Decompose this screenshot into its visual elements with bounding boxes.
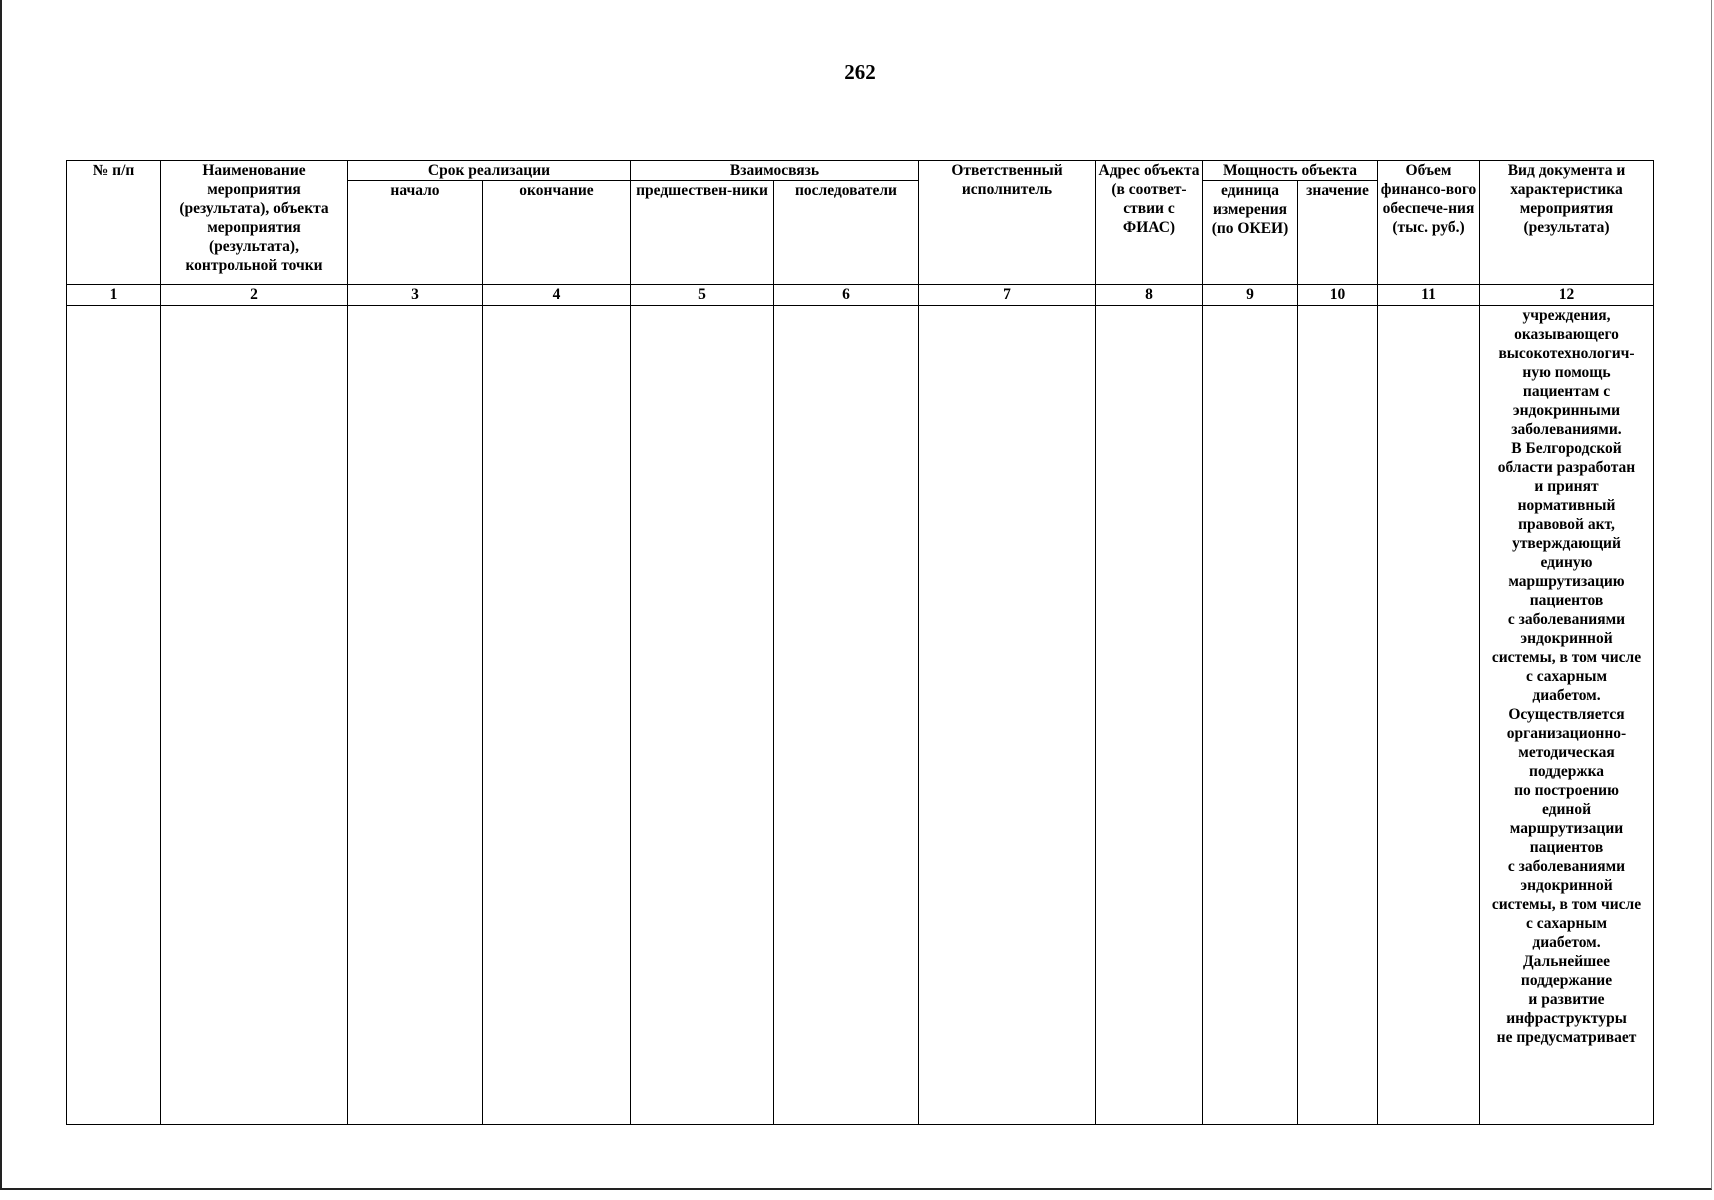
cell-value xyxy=(1298,306,1378,1125)
header-successors: последователи xyxy=(774,181,919,285)
column-number: 5 xyxy=(631,285,774,306)
description-line: Дальнейшее xyxy=(1522,953,1611,970)
description-line: Осуществляется xyxy=(1508,706,1625,723)
description-line: маршрутизации xyxy=(1509,820,1624,837)
description-line: ную помощь xyxy=(1522,364,1611,381)
cell-executor xyxy=(919,306,1096,1125)
header-start: начало xyxy=(348,181,483,285)
description-line: высокотехнологич- xyxy=(1498,345,1635,362)
header-capacity-group: Мощность объекта xyxy=(1203,161,1378,181)
description-line: учреждения, xyxy=(1522,307,1611,324)
page-number: 262 xyxy=(844,60,876,84)
description-line: пациентам с xyxy=(1522,383,1611,400)
description-line: по построению xyxy=(1514,782,1619,799)
description-line: эндокринными xyxy=(1512,402,1621,419)
description-line: диабетом. xyxy=(1532,687,1601,704)
description-line: пациентов xyxy=(1529,592,1604,609)
header-link-group: Взаимосвязь xyxy=(631,161,919,181)
description-line: эндокринной xyxy=(1520,877,1613,894)
cell-start xyxy=(348,306,483,1125)
header-row-1 xyxy=(67,161,1654,181)
header-value: значение xyxy=(1298,181,1378,285)
cell-successors xyxy=(774,306,919,1125)
header-address: Адрес объекта (в соответ-ствии с ФИАС) xyxy=(1096,161,1203,285)
description-line: с заболеваниями xyxy=(1507,611,1626,628)
description-line: системы, в том числе xyxy=(1491,896,1642,913)
cell-document-description xyxy=(1480,306,1654,1125)
cell-address xyxy=(1096,306,1203,1125)
table-row xyxy=(67,306,1654,1125)
column-number-row xyxy=(67,285,1654,306)
description-line: эндокринной xyxy=(1520,630,1613,647)
cell-end xyxy=(483,306,631,1125)
column-number: 2 xyxy=(161,285,348,306)
description-line: единую xyxy=(1540,554,1593,571)
column-number: 1 xyxy=(67,285,161,306)
description-line: и развитие xyxy=(1528,991,1605,1008)
cell-unit xyxy=(1203,306,1298,1125)
column-number: 3 xyxy=(348,285,483,306)
description-line: и принят xyxy=(1534,478,1599,495)
description-line: с заболеваниями xyxy=(1507,858,1626,875)
description-line: методическая xyxy=(1518,744,1615,761)
description-line: пациентов xyxy=(1529,839,1604,856)
description-line: поддержание xyxy=(1520,972,1613,989)
description-line: системы, в том числе xyxy=(1491,649,1642,666)
header-unit: единица измерения (по ОКЕИ) xyxy=(1203,181,1298,285)
header-name: Наименование мероприятия (результата), объекта мероприятия (результата), контрольной точки xyxy=(161,161,348,285)
column-number: 10 xyxy=(1298,285,1378,306)
description-line: области разработан xyxy=(1497,459,1636,476)
description-line: организационно- xyxy=(1506,725,1627,742)
cell-name xyxy=(161,306,348,1125)
column-number: 6 xyxy=(774,285,919,306)
event-plan-table xyxy=(66,160,1654,1125)
header-funding: Объем финансо-вого обеспече-ния (тыс. руб.) xyxy=(1378,161,1480,285)
column-number: 11 xyxy=(1378,285,1480,306)
column-number: 7 xyxy=(919,285,1096,306)
description-line: утверждающий xyxy=(1512,535,1621,552)
description-line: не предусматривает xyxy=(1496,1029,1637,1046)
column-number: 8 xyxy=(1096,285,1203,306)
column-number: 12 xyxy=(1480,285,1654,306)
header-number: № п/п xyxy=(67,161,161,285)
header-term-group: Срок реализации xyxy=(348,161,631,181)
column-number: 4 xyxy=(483,285,631,306)
description-line: нормативный xyxy=(1517,497,1616,514)
description-line: единой xyxy=(1541,801,1592,818)
description-line: с сахарным xyxy=(1525,915,1608,932)
cell-predecessors xyxy=(631,306,774,1125)
description-line: В Белгородской xyxy=(1511,440,1622,457)
description-line: поддержка xyxy=(1528,763,1605,780)
header-end: окончание xyxy=(483,181,631,285)
header-executor: Ответственный исполнитель xyxy=(919,161,1096,285)
description-line: правовой акт, xyxy=(1518,516,1615,533)
description-line: инфраструктуры xyxy=(1506,1010,1627,1027)
cell-funding xyxy=(1378,306,1480,1125)
description-line: оказывающего xyxy=(1514,326,1619,343)
column-number: 9 xyxy=(1203,285,1298,306)
description-line: с сахарным xyxy=(1525,668,1608,685)
description-line: диабетом. xyxy=(1532,934,1601,951)
header-document-type: Вид документа и характеристика мероприятия (результата) xyxy=(1480,161,1654,285)
description-line: маршрутизацию xyxy=(1508,573,1625,590)
cell-number xyxy=(67,306,161,1125)
description-line: заболеваниями. xyxy=(1511,421,1622,438)
header-predecessors: предшествен-ники xyxy=(631,181,774,285)
